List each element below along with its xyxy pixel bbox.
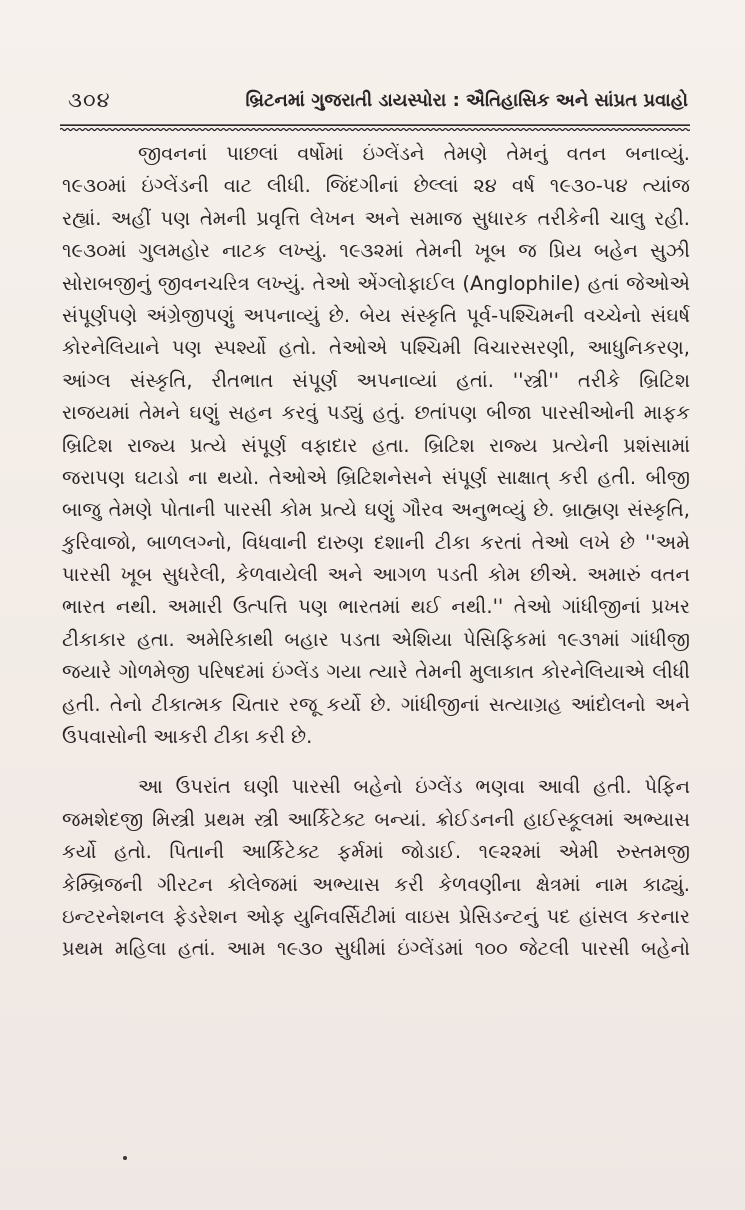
- page-number: ૩૦૪: [68, 88, 111, 112]
- text-line: ઇન્ટરનેશનલ ફેડરેશન ઓફ યુનિવર્સિટીમાં વાઇસ પ્રેસિડન્ટનું પદ હાંસલ કરનાર: [62, 904, 690, 928]
- header-rule: [60, 124, 690, 132]
- text-line: આ ઉપરાંત ઘણી પારસી બહેનો ઇંગ્લેંડ ભણવા આવી હતી. પેફિન: [138, 775, 690, 799]
- text-line: રહ્યાં. અહીં પણ તેમની પ્રવૃત્તિ લેખન અને સમાજ સુધારક તરીકેની ચાલુ રહી.: [62, 206, 690, 230]
- paragraph-2: [62, 771, 690, 965]
- paragraph-1: [62, 138, 690, 753]
- paragraph-spacer: [62, 753, 690, 771]
- text-line: પારસી ખૂબ સુધરેલી, કેળવાયેલી અને આગળ પડતી કોમ છીએ. અમારું વતન: [62, 563, 690, 587]
- text-line: ભારત નથી. અમારી ઉત્પત્તિ પણ ભારતમાં થઈ નથી.'' તેઓ ગાંધીજીનાં પ્રખર: [62, 595, 690, 619]
- text-line: સોરાબજીનું જીવનચરિત્ર લખ્યું. તેઓ એંગ્લોફાઈલ (Anglophile) હતાં જેઓએ: [62, 271, 690, 295]
- text-line: બ્રિટિશ રાજ્ય પ્રત્યે સંપૂર્ણ વફાદાર હતા. બ્રિટિશ રાજ્ય પ્રત્યેની પ્રશંસામાં: [62, 433, 690, 457]
- text-line: ૧૯૩૦માં ઇંગ્લેંડની વાટ લીધી. જિંદગીનાં છેલ્લાં ૨૪ વર્ષ ૧૯૩૦-૫૪ ત્યાંજ: [62, 174, 690, 198]
- text-line: કુરિવાજો, બાળલગ્નો, વિધવાની દારુણ દશાની ટીકા કરતાં તેઓ લખે છે ''અમે: [62, 530, 690, 554]
- text-line: પ્રથમ મહિલા હતાં. આમ ૧૯૩૦ સુધીમાં ઇંગ્લેંડમાં ૧૦૦ જેટલી પારસી બહેનો: [62, 937, 690, 961]
- text-line: રાજયમાં તેમને ઘણું સહન કરવું પડ્યું હતું. છતાંપણ બીજા પારસીઓની માફક: [62, 401, 690, 425]
- ink-speck: [123, 1156, 127, 1160]
- text-line: જીવનનાં પાછલાં વર્ષોમાં ઇંગ્લેંડને તેમણે તેમનું વતન બનાવ્યું.: [138, 142, 690, 165]
- text-line: હતી. તેનો ટીકાત્મક ચિતાર રજૂ કર્યો છે. ગાંધીજીનાં સત્યાગ્રહ આંદોલનો અને: [62, 692, 690, 716]
- text-line: કેમ્બ્રિજની ગીરટન કોલેજમાં અભ્યાસ કરી કેળવણીના ક્ષેત્રમાં નામ કાઢ્યું.: [62, 872, 690, 896]
- body-text: [62, 138, 690, 966]
- text-line: કર્યો હતો. પિતાની આર્કિટેક્ટ ફર્મમાં જોડાઈ. ૧૯૨૨માં એમી રુસ્તમજી: [62, 840, 690, 864]
- text-line: ૧૯૩૦માં ગુલમહોર નાટક લખ્યું. ૧૯૩૨માં તેમની ખૂબ જ પ્રિય બહેન સુઝી: [62, 239, 690, 263]
- ornamental-rule: [60, 124, 690, 132]
- text-line: જયારે ગોળમેજી પરિષદમાં ઇંગ્લેંડ ગયા ત્યારે તેમની મુલાકાત કોરનેલિયાએ લીધી: [62, 660, 690, 684]
- text-line: જરાપણ ઘટાડો ના થયો. તેઓએ બ્રિટિશનેસને સંપૂર્ણ સાક્ષાત્ કરી હતી. બીજી: [62, 465, 690, 489]
- text-line: કોરનેલિયાને પણ સ્પર્શ્યો હતો. તેઓએ પશ્ચિમી વિચારસરણી, આધુનિકરણ,: [62, 336, 690, 360]
- text-line: સંપૂર્ણપણે અંગ્રેજીપણું અપનાવ્યું છે. બેય સંસ્કૃતિ પૂર્વ-પશ્ચિમની વચ્ચેનો સંઘર્ષ: [62, 303, 690, 327]
- text-line: જમશેદજી મિસ્ત્રી પ્રથમ સ્ત્રી આર્કિટેક્ટ બન્યાં. ક્રોઈડનની હાઈસ્કૂલમાં અભ્યાસ: [62, 807, 690, 831]
- text-line: ઉપવાસોની આકરી ટીકા કરી છે.: [62, 725, 313, 749]
- page-header: [60, 86, 690, 126]
- text-line: બાજુ તેમણે પોતાની પારસી કોમ પ્રત્યે ઘણું ગૌરવ અનુભવ્યું છે. બ્રાહ્મણ સંસ્કૃતિ,: [62, 498, 690, 522]
- text-line: આંગ્લ સંસ્કૃતિ, રીતભાત સંપૂર્ણ અપનાવ્યાં હતાં. ''સ્ત્રી'' તરીકે બ્રિટિશ: [62, 368, 690, 392]
- text-line: ટીકાકાર હતા. અમેરિકાથી બહાર પડતા એશિયા પેસિફિકમાં ૧૯૩૧માં ગાંધીજી: [62, 627, 690, 651]
- running-title: બ્રિટનમાં ગુજરાતી ડાયસ્પોરા : ઐતિહાસિક અને સાંપ્રત પ્રવાહો: [245, 90, 688, 111]
